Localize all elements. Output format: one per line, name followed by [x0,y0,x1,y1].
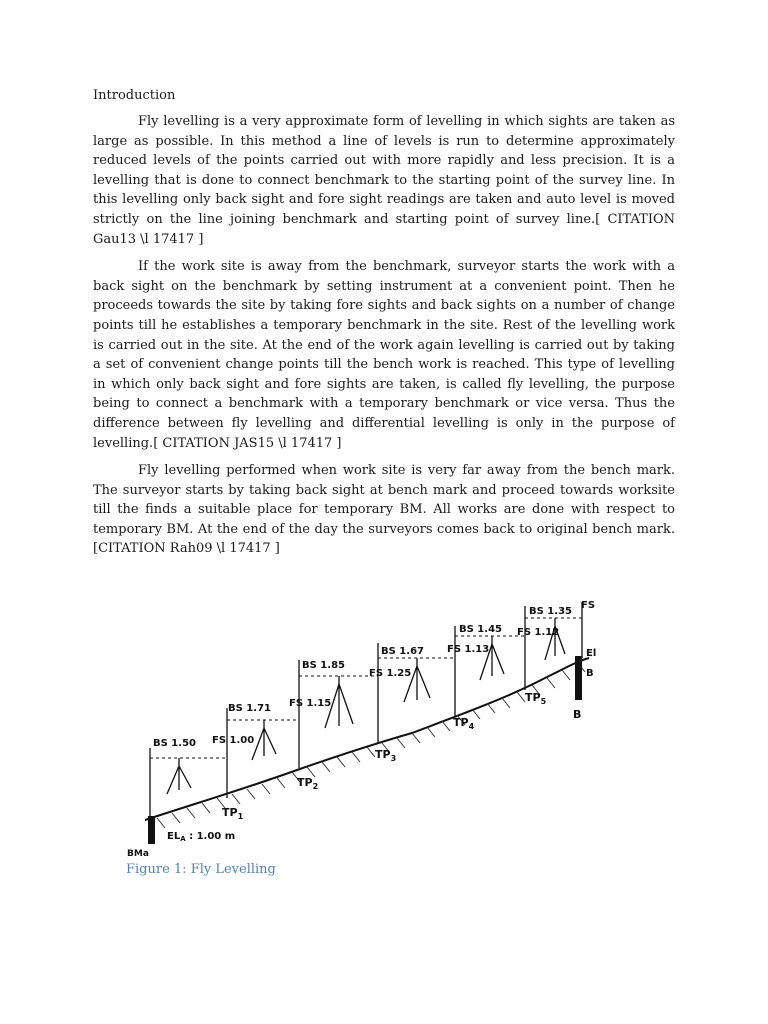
paragraph-3: Fly levelling performed when work site is very far away from the bench mark. The surveyor starts by taking back sight at bench mark and proceed towards worksite till the finds a suitable place for temporary BM. All works are done with respect to temporary BM. At the end of the day the surveyors comes back to original bench mark.[CITATION Rah09 \l 17417 ] [93,463,675,557]
fs-label-6: FS [581,600,596,611]
bm-a-label: BMa [127,849,149,859]
document-body [93,86,675,567]
fs-label-5: FS 1.12 [517,627,560,638]
fs-label-2: FS 1.15 [289,698,332,709]
bs-label-3: BS 1.85 [302,660,345,671]
bs-label-4: BS 1.67 [381,646,424,657]
bench-mark-a-post [148,816,155,844]
tp-label-1: $TP_1$ [222,806,244,821]
fs-label-1: FS 1.00 [212,735,255,746]
b-side-label: B [586,668,594,679]
tp-label-5: $TP_5$ [525,691,547,706]
fly-levelling-figure [127,598,600,860]
point-b-label: B [573,708,582,721]
fs-label-4: FS 1.13 [447,644,490,655]
paragraph-2: If the work site is away from the benchmark, surveyor starts the work with a back sight on the benchmark by setting instrument at a convenient point. Then he proceeds towards the site by taking fore sights and back sights on a number of change points till he establishes a temporary benchmark in the site. Rest of the levelling work is carried out in the site. At the end of the work again levelling is carried out by taking a set of convenient change points till the bench work is reached. This type of levelling in which only back sight and fore sights are taken, is called fly levelling, the purpose being to connect a benchmark with a temporary benchmark or vice versa. Thus the difference between fly levelling and differential levelling is only in the purpose of levelling.[ CITATION JAS15 \l 17417 ] [93,259,675,451]
bs-label-1: BS 1.50 [153,738,196,749]
tp-label-4: $TP_4$ [453,716,475,731]
bs-label-6: BS 1.35 [529,606,572,617]
tp-label-2: $TP_2$ [297,776,319,791]
fly-levelling-diagram [127,598,600,860]
bench-mark-b-post [575,656,582,700]
figure-caption: Figure 1: Fly Levelling [126,862,276,877]
bs-label-2: BS 1.71 [228,703,271,714]
el-a-label: $EL_A$ : 1.00 m [167,831,236,843]
el-b-label: El [586,648,597,659]
section-heading: Introduction [93,88,176,103]
tp-label-3: $TP_3$ [375,748,397,763]
paragraph-1: Fly levelling is a very approximate form of levelling in which sights are taken as large as possible. In this method a line of levels is run to determine approximately reduced levels of the points carried out with more rapidly and less precision. It is a levelling that is done to connect benchmark to the starting point of the survey line. In this levelling only back sight and fore sight readings are taken and auto level is moved strictly on the line joining benchmark and starting point of survey line.[ CITATION Gau13 \l 17417 ] [93,114,675,247]
fs-label-3: FS 1.25 [369,668,412,679]
bs-label-5: BS 1.45 [459,624,502,635]
